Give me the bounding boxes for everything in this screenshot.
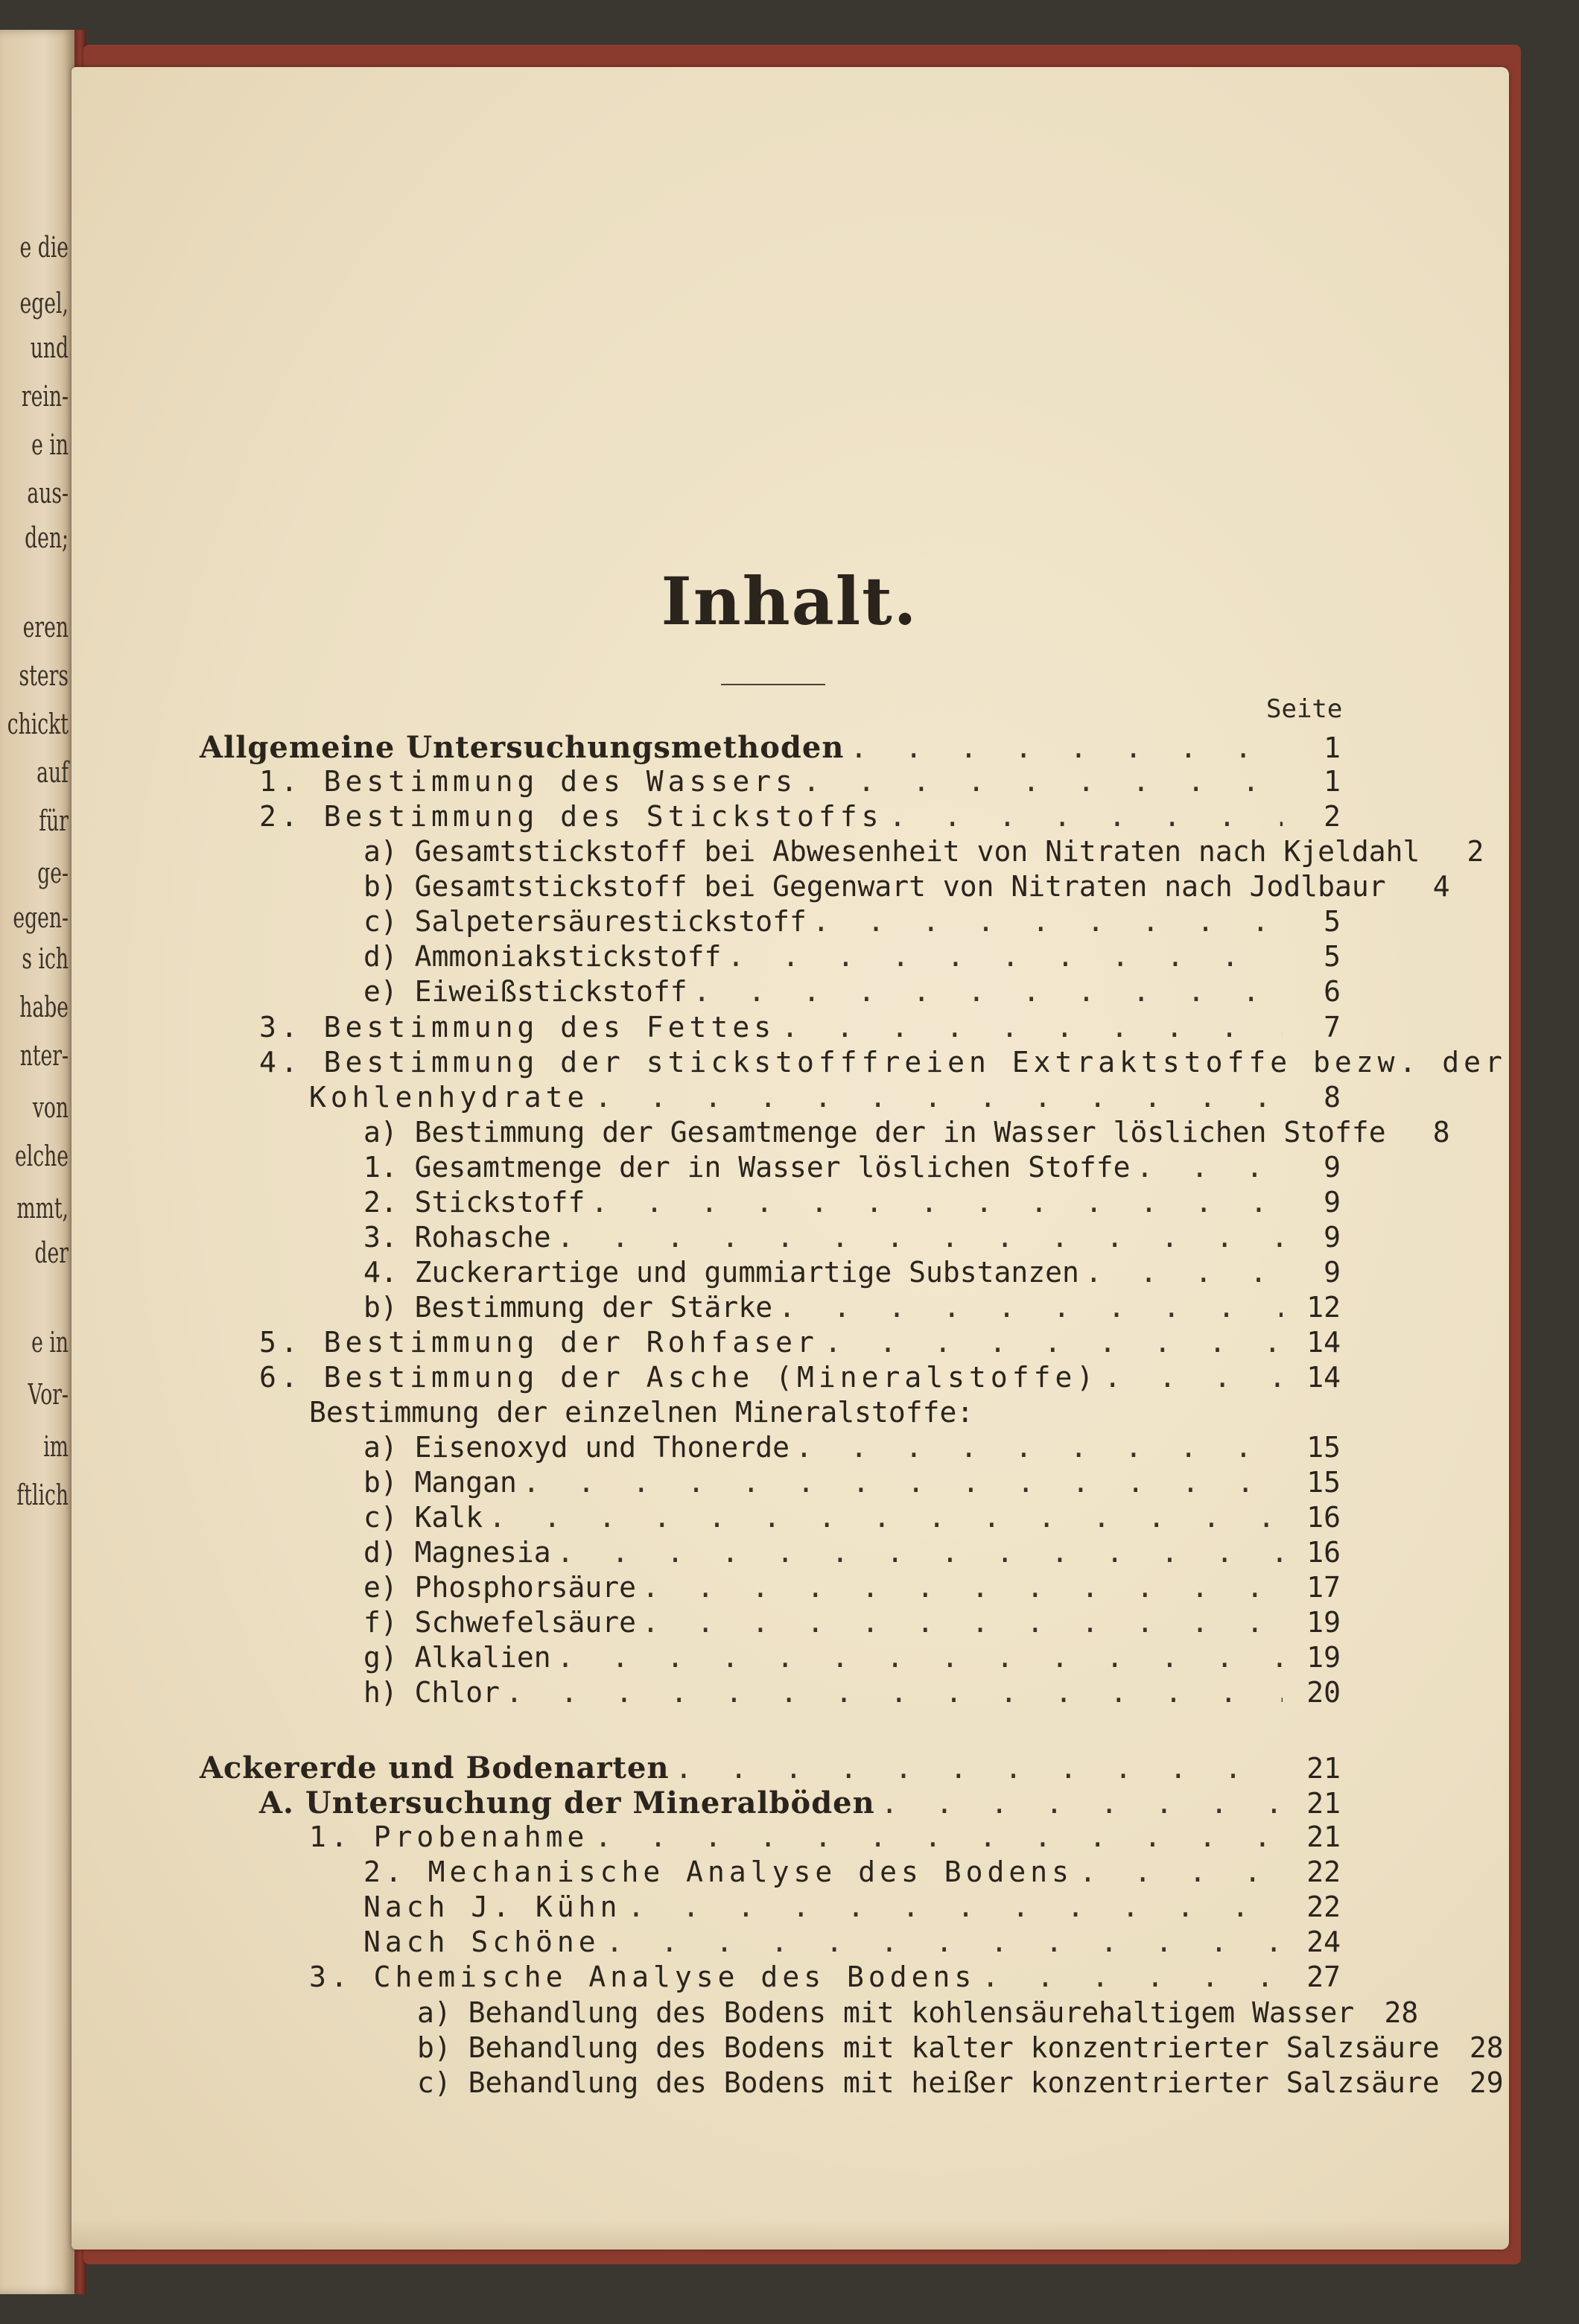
left-page-fragment: der <box>34 1236 69 1269</box>
toc-page-number: 19 <box>1306 1641 1341 1674</box>
toc-entry[interactable] <box>363 1291 1341 1327</box>
toc-entry-label: 5. Bestimmung der Rohfaser <box>259 1326 819 1359</box>
left-page-fragment: und <box>30 331 69 364</box>
toc-page-number: 28 <box>1384 1996 1419 2029</box>
toc-entry-label: a) Eisenoxyd und Thonerde <box>363 1431 790 1464</box>
toc-page-number: 9 <box>1324 1186 1341 1219</box>
toc-page-number: 19 <box>1306 1606 1341 1639</box>
toc-page-number: 2 <box>1467 835 1484 868</box>
left-page-fragment: egel, <box>19 287 69 320</box>
toc-entry-label: A. Untersuchung der Mineralböden <box>259 1785 875 1820</box>
toc-page-number: 29 <box>1469 2066 1504 2099</box>
toc-entry[interactable] <box>363 1186 1341 1222</box>
toc-leader-dots <box>642 1571 1283 1604</box>
toc-leader-dots <box>982 1961 1283 1993</box>
left-page-fragment: für <box>39 804 69 837</box>
toc-entry-label: 1. Bestimmung des Wassers <box>259 765 797 798</box>
toc-entry-label: d) Ammoniakstickstoff <box>363 940 722 973</box>
toc-leader-dots <box>813 905 1283 938</box>
toc-page-number: 24 <box>1306 1925 1341 1958</box>
toc-entry-label: 2. Mechanische Analyse des Bodens <box>363 1855 1073 1888</box>
toc-page-number: 20 <box>1306 1676 1341 1709</box>
toc-entry[interactable] <box>309 1081 1341 1117</box>
toc-leader-dots <box>795 1431 1283 1464</box>
toc-page-number: 15 <box>1306 1431 1341 1464</box>
toc-page-number: 5 <box>1324 905 1341 938</box>
toc-entry[interactable] <box>363 1116 1450 1152</box>
toc-page-number: 1 <box>1324 731 1341 764</box>
toc-page-number: 16 <box>1306 1501 1341 1534</box>
left-page-fragment: Vor- <box>28 1378 69 1411</box>
toc-entry[interactable] <box>363 1925 1341 1961</box>
toc-page-number: 9 <box>1324 1151 1341 1184</box>
toc-entry[interactable] <box>259 1326 1341 1362</box>
toc-page-number: 6 <box>1324 975 1341 1008</box>
toc-entry-label: f) Schwefelsäure <box>363 1606 637 1639</box>
toc-entry-label: c) Salpetersäurestickstoff <box>363 905 807 938</box>
toc-page-number: 16 <box>1306 1536 1341 1569</box>
toc-entry-label: b) Gesamtstickstoff bei Gegenwart von Nitraten nach Jodlbaur <box>363 870 1386 903</box>
toc-entry-label: b) Behandlung des Bodens mit kalter konzentrierter Salzsäure <box>417 2031 1440 2064</box>
left-page-fragment: eren <box>22 611 69 644</box>
toc-entry-label: Nach Schöne <box>363 1925 600 1958</box>
toc-entry-label: e) Eiweißstickstoff <box>363 975 687 1008</box>
toc-page-number: 21 <box>1306 1752 1341 1785</box>
toc-entry-label: c) Behandlung des Bodens mit heißer konzentrierter Salzsäure <box>417 2066 1440 2099</box>
toc-entry[interactable] <box>417 2031 1504 2067</box>
toc-entry[interactable] <box>363 1256 1341 1292</box>
toc-leader-dots <box>557 1221 1283 1254</box>
toc-entry[interactable] <box>200 1750 1341 1786</box>
toc-entry-label: d) Magnesia <box>363 1536 551 1569</box>
toc-leader-dots <box>889 800 1283 833</box>
toc-entry[interactable] <box>363 1536 1341 1572</box>
toc-entry[interactable] <box>363 975 1341 1011</box>
toc-leader-dots <box>803 765 1283 798</box>
toc-page-number: 9 <box>1324 1256 1341 1289</box>
toc-entry-label: Bestimmung der einzelnen Mineralstoffe: <box>309 1396 974 1429</box>
toc-page-number: 2 <box>1324 800 1341 833</box>
toc-entry[interactable] <box>363 1606 1341 1642</box>
toc-leader-dots <box>693 975 1283 1008</box>
toc-entry[interactable] <box>417 1996 1419 2032</box>
toc-leader-dots <box>778 1291 1283 1324</box>
toc-entry-label: b) Bestimmung der Stärke <box>363 1291 773 1324</box>
toc-page-number: 1 <box>1324 765 1341 798</box>
left-page-fragment: im <box>43 1430 69 1463</box>
left-page-fragment: habe <box>19 991 69 1023</box>
toc-entry[interactable] <box>259 765 1341 801</box>
left-page-fragment: sters <box>19 659 69 692</box>
toc-entry[interactable] <box>363 1221 1341 1257</box>
toc-leader-dots <box>676 1752 1283 1785</box>
toc-entry[interactable] <box>259 1785 1341 1821</box>
left-page-fragment: nter- <box>19 1039 69 1072</box>
toc-leader-dots <box>557 1536 1283 1569</box>
toc-leader-dots <box>881 1787 1283 1820</box>
toc-entry[interactable] <box>363 1855 1341 1891</box>
left-page-fragment: egen- <box>13 901 69 934</box>
toc-entry[interactable] <box>363 1571 1341 1607</box>
toc-entry-label: 3. Rohasche <box>363 1221 551 1254</box>
toc-page-number: 8 <box>1432 1116 1450 1149</box>
toc-entry[interactable] <box>259 1361 1341 1397</box>
toc-entry[interactable] <box>200 730 1341 766</box>
toc-entry[interactable] <box>363 1676 1341 1712</box>
left-page-fragment: ge- <box>37 857 69 889</box>
toc-page-number: 12 <box>1306 1291 1341 1324</box>
toc-leader-dots <box>628 1890 1283 1923</box>
toc-entry-label: Ackererde und Bodenarten <box>200 1750 670 1785</box>
toc-entry-label: a) Behandlung des Bodens mit kohlensäurehaltigem Wasser <box>417 1996 1355 2029</box>
left-page-fragment: auf <box>36 756 69 789</box>
toc-leader-dots <box>781 1011 1283 1044</box>
toc-entry-label: 3. Bestimmung des Fettes <box>259 1011 776 1044</box>
toc-entry[interactable] <box>363 940 1341 976</box>
toc-entry-label: 3. Chemische Analyse des Bodens <box>309 1961 976 1993</box>
toc-leader-dots <box>850 731 1283 764</box>
toc-entry-label: a) Bestimmung der Gesamtmenge der in Wasser löslichen Stoffe <box>363 1116 1386 1149</box>
toc-entry-label: b) Mangan <box>363 1466 517 1499</box>
toc-page-number: 14 <box>1306 1326 1341 1359</box>
toc-leader-dots <box>825 1326 1283 1359</box>
toc-leader-dots <box>1085 1256 1283 1289</box>
toc-entry-label: 4. Zuckerartige und gummiartige Substanzen <box>363 1256 1079 1289</box>
toc-entry[interactable] <box>363 905 1341 941</box>
toc-page-number: 22 <box>1306 1890 1341 1923</box>
seite-column-header: Seite <box>1266 694 1343 724</box>
left-page-fragment: s ich <box>22 942 69 975</box>
toc-entry-label: a) Gesamtstickstoff bei Abwesenheit von Nitraten nach Kjeldahl <box>363 835 1420 868</box>
toc-leader-dots <box>523 1466 1283 1499</box>
left-page-fragment: chickt <box>7 708 69 740</box>
left-page-fragment: elche <box>14 1140 69 1172</box>
left-page-fragment: e in <box>31 1326 69 1359</box>
toc-entry[interactable] <box>417 2066 1504 2102</box>
toc-leader-dots <box>1137 1151 1283 1184</box>
toc-entry[interactable] <box>363 1501 1341 1537</box>
toc-page-number: 8 <box>1324 1081 1341 1114</box>
toc-entry[interactable] <box>309 1961 1341 1996</box>
toc-page-number: 28 <box>1469 2031 1504 2064</box>
toc-entry[interactable] <box>259 800 1341 836</box>
left-page-fragment: von <box>32 1091 69 1124</box>
toc-leader-dots <box>591 1186 1283 1219</box>
left-page-fragment: den; <box>25 521 69 554</box>
toc-entry[interactable] <box>363 870 1450 906</box>
toc-entry-label: 2. Bestimmung des Stickstoffs <box>259 800 883 833</box>
toc-entry[interactable] <box>309 1820 1341 1856</box>
toc-entry-label: 1. Gesamtmenge der in Wasser löslichen Stoffe <box>363 1151 1131 1184</box>
toc-page-number: 9 <box>1324 1221 1341 1254</box>
toc-entry-label: c) Kalk <box>363 1501 483 1534</box>
toc-page-number: 5 <box>1324 940 1341 973</box>
toc-leader-dots <box>1079 1855 1283 1888</box>
toc-entry[interactable] <box>363 1890 1341 1926</box>
toc-entry[interactable] <box>259 1046 1507 1082</box>
toc-leader-dots <box>727 940 1283 973</box>
toc-page-number: 21 <box>1306 1820 1341 1853</box>
toc-leader-dots <box>557 1641 1283 1674</box>
toc-entry[interactable] <box>363 1151 1341 1187</box>
toc-entry[interactable] <box>363 835 1484 871</box>
toc-entry-label: 2. Stickstoff <box>363 1186 585 1219</box>
toc-entry-label: Allgemeine Untersuchungsmethoden <box>200 730 845 765</box>
toc-entry[interactable] <box>363 1466 1341 1502</box>
toc-page-number: 15 <box>1306 1466 1341 1499</box>
toc-page-number: 22 <box>1306 1855 1341 1888</box>
toc-entry[interactable] <box>309 1396 1341 1432</box>
toc-leader-dots <box>489 1501 1283 1534</box>
toc-entry-label: 4. Bestimmung der stickstofffreien Extraktstoffe bezw. der <box>259 1046 1507 1079</box>
toc-entry[interactable] <box>363 1641 1341 1677</box>
toc-leader-dots <box>594 1820 1283 1853</box>
toc-entry-label: g) Alkalien <box>363 1641 551 1674</box>
page-title: Inhalt. <box>661 562 918 640</box>
left-page-fragment: mmt, <box>16 1192 69 1225</box>
left-page-fragment: e die <box>19 231 69 264</box>
toc-entry[interactable] <box>259 1011 1341 1047</box>
toc-leader-dots <box>506 1676 1283 1709</box>
toc-page-number: 27 <box>1306 1961 1341 1993</box>
toc-entry-label: 6. Bestimmung der Asche (Mineralstoffe) <box>259 1361 1099 1394</box>
toc-page-number: 21 <box>1306 1787 1341 1820</box>
toc-entry-label: h) Chlor <box>363 1676 501 1709</box>
toc-page-number: 4 <box>1432 870 1450 903</box>
toc-leader-dots <box>642 1606 1283 1639</box>
left-page-fragment: rein- <box>21 380 69 413</box>
toc-entry-label: 1. Probenahme <box>309 1820 589 1853</box>
toc-entry-label: Kohlenhydrate <box>309 1081 589 1114</box>
left-page-fragment: aus- <box>27 477 69 509</box>
toc-page-number: 7 <box>1324 1011 1341 1044</box>
toc-leader-dots <box>594 1081 1283 1114</box>
left-page-fragment: ftlich <box>16 1479 69 1511</box>
toc-entry[interactable] <box>363 1431 1341 1467</box>
toc-entry-label: Nach J. Kühn <box>363 1890 622 1923</box>
toc-page-number: 17 <box>1306 1571 1341 1604</box>
toc-page-number: 14 <box>1306 1361 1341 1394</box>
toc-entry-label: e) Phosphorsäure <box>363 1571 637 1604</box>
toc-leader-dots <box>606 1925 1283 1958</box>
toc-leader-dots <box>1104 1361 1283 1394</box>
left-page-fragment: e in <box>31 428 69 461</box>
